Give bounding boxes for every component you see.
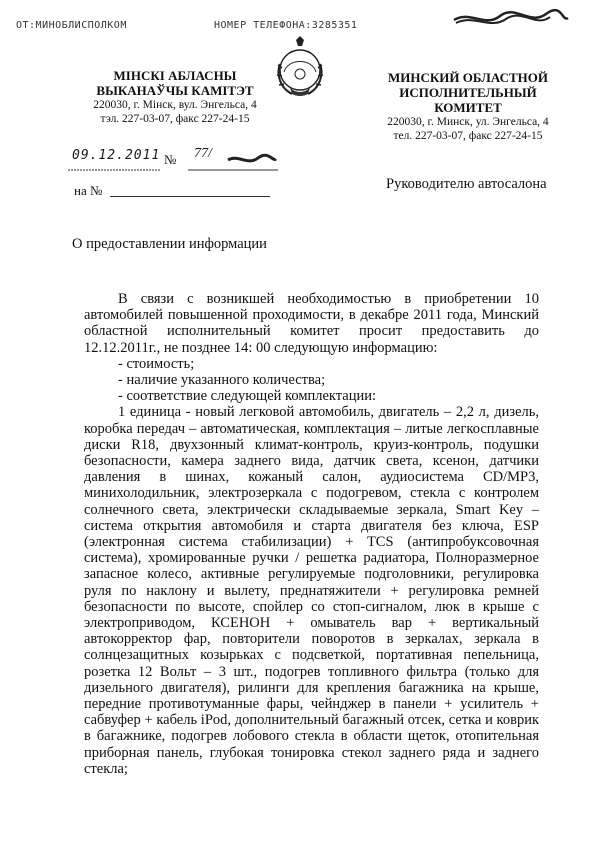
list-item: - наличие указанного количества;	[118, 372, 326, 389]
org-address: 220030, г. Минск, ул. Энгельса, 4	[387, 116, 549, 128]
org-phone: тэл. 227-03-07, факс 227-24-15	[100, 113, 250, 125]
header-left-belarusian	[80, 68, 270, 126]
document-number: 77/	[194, 146, 212, 161]
org-name-line2: ИСПОЛНИТЕЛЬНЫЙ КОМИТЕТ	[399, 85, 537, 115]
list-item: - стоимость;	[118, 355, 195, 372]
subject-line: О предоставлении информации	[72, 236, 267, 252]
org-name-line1: МІНСКІ АБЛАСНЫ	[113, 68, 237, 83]
document-date: 09.12.2011	[72, 148, 161, 163]
fax-header-phone: НОМЕР ТЕЛЕФОНА:3285351	[214, 20, 358, 31]
reference-line	[110, 196, 270, 197]
specification-paragraph: 1 единица - новый легковой автомобиль, двигатель – 2,2 л, дизель, коробка передач – автоматическая, комплектация – литые легкосплавные диски R18, двухзонный климат-контроль, круиз-контроль, подушки безопасности, камера заднего вида, датчик света, ксенон, датчики давления в шинах, кожаный салон, аудиосистема CD/MP3, минихолодильник, электрозеркала с подогревом, стекла с контролем солнечного света, электрически складываемые зеркала, Smart Key – система открытия автомобиля и старта двигателя без ключа, ESP (электронная система стабилизации) + TCS (антипробуксовочная система), хромированные ручки / решетка радиатора, Полноразмерное запасное колесо, активные регулируемые подголовники, регулировка руля по наклону и вылету, преднатяжители + регулировка ремней безопасности по высоте, спойлер со стоп-сигналом, люк в крыше с электроприводом, КСЕНОН + омыватель вар + вертикальный автокорректор фар, повторители поворотов в зеркалах, зеркала в солнцезащитных козырьках с подсветкой, портативная пепельница, розетка 12 Вольт – 3 шт., подогрев топливного фильтра (только для дизельного двигателя), рилинги для крепления багажника на крыше, передние противотуманные фары, чейнджер в панели + усилитель + сабвуфер + кабель iPod, дополнительный багажный отсек, сетка и коврик в багажнике, подогрев лобового стекла в области щеток, отопительная приборная панель, глубокая тонировка стекол заднего ряда и заднего стекла;	[84, 404, 539, 777]
addressee: Руководителю автосалона	[386, 176, 547, 192]
org-phone: тел. 227-03-07, факс 227-24-15	[393, 130, 543, 142]
org-name-line2: ВЫКАНАЎЧЫ КАМІТЭТ	[96, 83, 254, 98]
redaction-scribble	[450, 8, 570, 30]
org-address: 220030, г. Мінск, вул. Энгельса, 4	[93, 99, 257, 111]
fax-header-from: ОТ:МИНОБЛИСПОЛКОМ	[16, 20, 127, 31]
coat-of-arms-icon	[270, 34, 330, 100]
list-item: - соответствие следующей комплектации:	[118, 388, 377, 405]
header-right-russian	[378, 70, 558, 143]
number-label: №	[164, 152, 177, 167]
reference-label: на №	[74, 183, 103, 198]
intro-paragraph: В связи с возникшей необходимостью в приобретении 10 автомобилей повышенной проходимости, в декабре 2011 года, Минский областной исполнительный комитет просит предоставить до 12.12.2011г., не позднее 14: 00 следующую информацию:	[84, 291, 539, 356]
letter-body	[84, 291, 539, 777]
org-name-line1: МИНСКИЙ ОБЛАСТНОЙ	[388, 70, 548, 85]
